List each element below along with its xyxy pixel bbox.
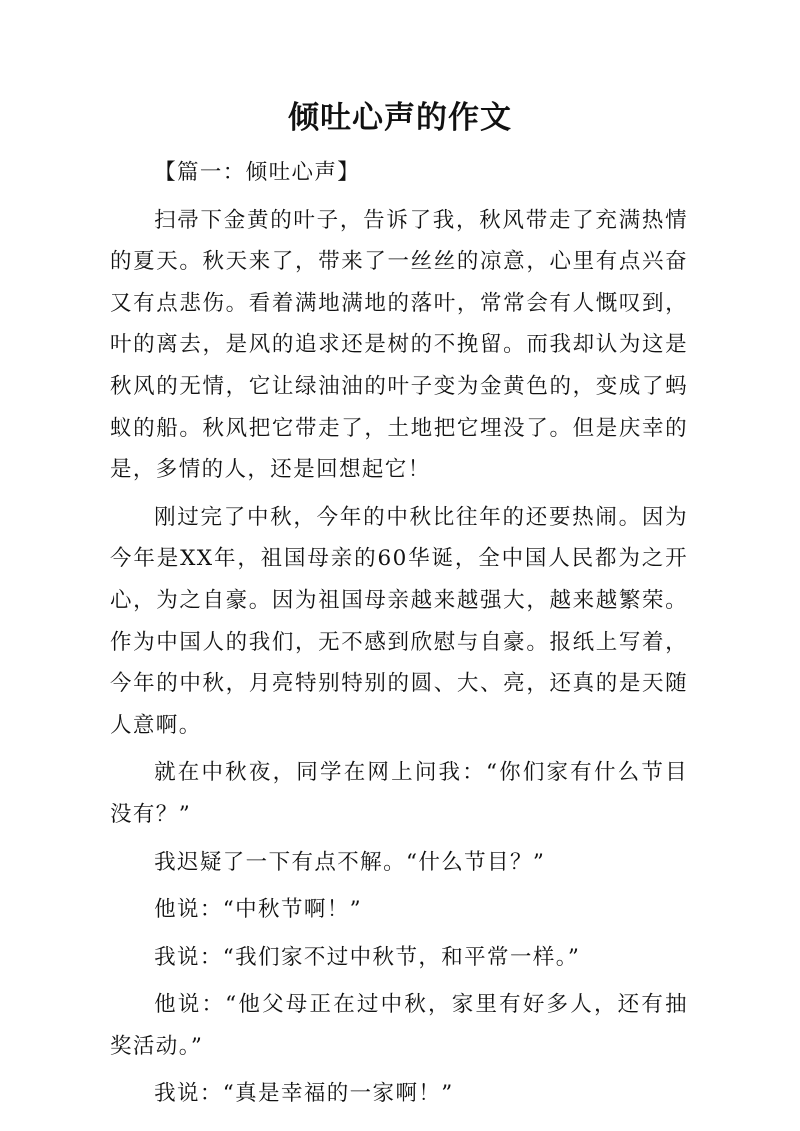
paragraph: 我迟疑了一下有点不解。“什么节目？” [154,849,546,875]
document-body [110,152,688,1115]
paragraph: 我说：“我们家不过中秋节，和平常一样。” [154,944,581,970]
paragraph: 刚过完了中秋，今年的中秋比往年的还要热闹。因为今年是XX年，祖国母亲的60华诞，全中国人民都为之开心，为之自豪。因为祖国母亲越来越强大，越来越繁荣。作为中国人的我们，无不感到欣慰与自豪。报纸上写着，今年的中秋，月亮特别特别的圆、大、亮，还真的是天随人意啊。 [110,504,688,738]
section-heading: 【篇一：倾吐心声】 [154,160,361,185]
paragraph: 扫帚下金黄的叶子，告诉了我，秋风带走了充满热情的夏天。秋天来了，带来了一丝丝的凉意，心里有点兴奋又有点悲伤。看着满地满地的落叶，常常会有人慨叹到，叶的离去，是风的追求还是树的不挽留。而我却认为这是秋风的无情，它让绿油油的叶子变为金黄色的，变成了蚂蚁的船。秋风把它带走了，土地把它埋没了。但是庆幸的是，多情的人，还是回想起它！ [110,207,688,483]
paragraph: 他说：“他父母正在过中秋，家里有好多人，还有抽奖活动。” [110,992,688,1059]
document-title: 倾吐心声的作文 [288,100,512,136]
paragraph: 就在中秋夜，同学在网上问我：“你们家有什么节目没有？” [110,760,688,827]
paragraph: 他说：“中秋节啊！” [154,897,363,923]
paragraph: 我说：“真是幸福的一家啊！” [154,1081,454,1107]
